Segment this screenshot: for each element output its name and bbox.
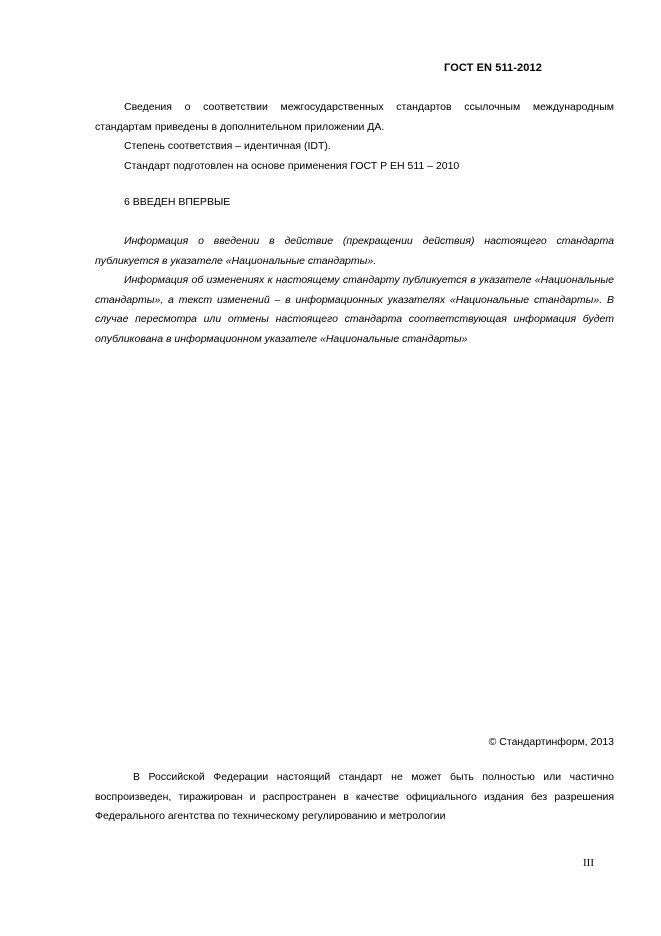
references-compliance-paragraph: Сведения о соответствии межгосударственных стандартов ссылочным международным стандартам приведены в дополнительном приложении ДА.: [95, 101, 614, 133]
amendments-info-paragraph: Информация об изменениях к настоящему стандарту публикуется в указателе «Национальные стандарты», а текст изменений – в информационных указателях «Национальные стандарты». В случае пересмотра или отмены настоящего стандарта соответствующая информация будет опубликована в информационном указателе «Национальные стандарты»: [95, 274, 614, 345]
reproduction-rights-block: [95, 768, 614, 827]
copyright-notice: © Стандартинформ, 2013: [488, 736, 614, 748]
publication-info-block: [95, 232, 614, 349]
reproduction-rights-paragraph: В Российской Федерации настоящий стандарт не может быть полностью или частично воспроизведен, тиражирован и распространен в качестве официального издания без разрешения Федерального агентства по техническому регулированию и метрологии: [95, 771, 614, 822]
compliance-degree-paragraph: Степень соответствия – идентичная (IDT).: [124, 140, 331, 152]
standard-code-header: ГОСТ EN 511-2012: [444, 62, 542, 74]
page-number: III: [583, 857, 594, 869]
based-on-standard-paragraph: Стандарт подготовлен на основе применения ГОСТ Р ЕН 511 – 2010: [124, 159, 460, 172]
introduced-first-heading: 6 ВВЕДЕН ВПЕРВЫЕ: [124, 196, 231, 208]
enactment-info-paragraph: Информация о введении в действие (прекращении действия) настоящего стандарта публикуется в указателе «Национальные стандарты».: [95, 235, 614, 267]
references-info-block: [95, 98, 614, 176]
introduced-first-block: [95, 193, 614, 213]
